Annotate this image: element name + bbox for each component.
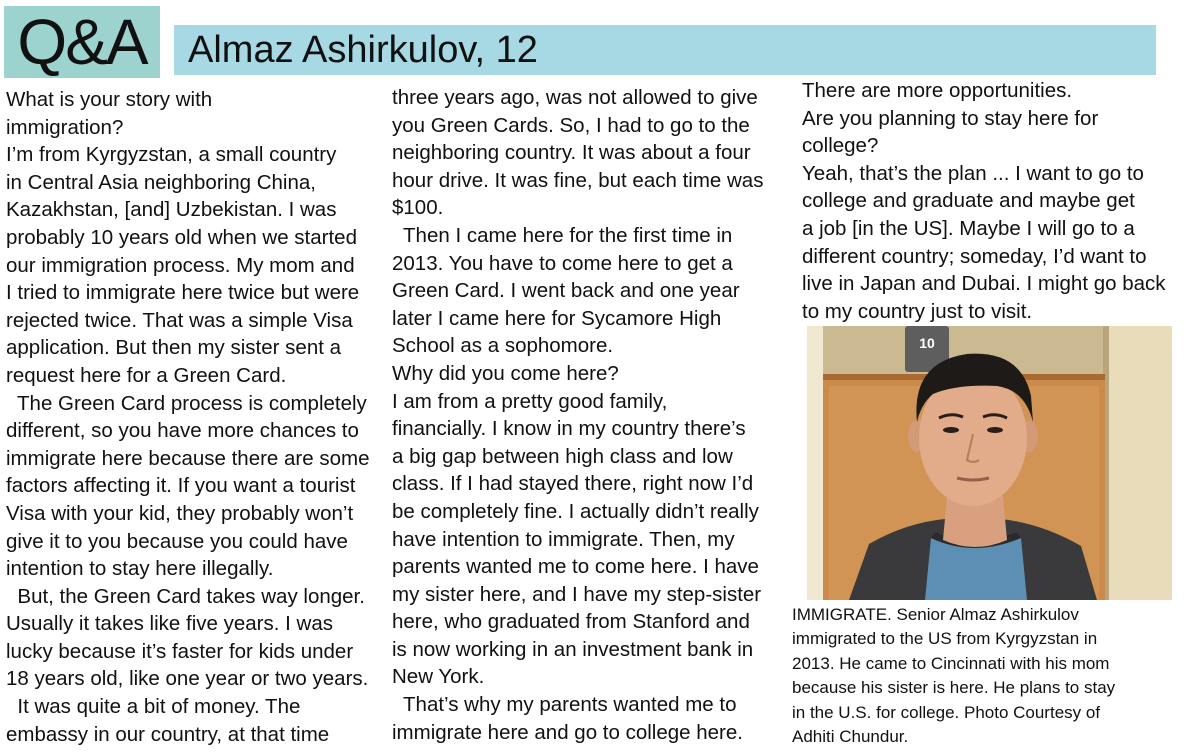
article-text-line: be completely fine. I actually didn’t really xyxy=(392,499,759,523)
caption-line: Adhiti Chundur. xyxy=(792,727,909,747)
article-text-line: I tried to immigrate here twice but were xyxy=(6,281,360,305)
article-text-line: different country; someday, I’d want to xyxy=(802,244,1147,268)
article-text-line: live in Japan and Dubai. I might go back xyxy=(802,272,1166,296)
article-text-line: Usually it takes like five years. I was xyxy=(6,612,333,636)
article-text-line: financially. I know in my country there’s xyxy=(392,417,746,441)
article-text-line: class. If I had stayed there, right now I’d xyxy=(392,472,754,496)
caption-line: in the U.S. for college. Photo Courtesy of xyxy=(792,702,1101,722)
article-text-line: Visa with your kid, they probably won’t xyxy=(6,501,354,525)
caption-line: IMMIGRATE. Senior Almaz Ashirkulov xyxy=(792,605,1079,624)
article-text-line: immigration? xyxy=(6,115,124,139)
article-text-line: hour drive. It was fine, but each time was xyxy=(392,168,764,192)
article-text-line: give it to you because you could have xyxy=(6,529,348,553)
article-text-line: Kazakhstan, [and] Uzbekistan. I was xyxy=(6,198,337,222)
article-text-line: New York. xyxy=(392,665,485,689)
article-text-line: Green Card. I went back and one year xyxy=(392,279,740,303)
article-column-2 xyxy=(392,84,782,746)
article-text-line: here, who graduated from Stanford and xyxy=(392,610,750,634)
article-text-line: Are you planning to stay here for xyxy=(802,106,1099,130)
article-text-line: a big gap between high class and low xyxy=(392,444,733,468)
article-text-line: 2013. You have to come here to get a xyxy=(392,251,733,275)
article-text-line: request here for a Green Card. xyxy=(6,363,287,387)
article-text-line: college and graduate and maybe get xyxy=(802,189,1135,213)
article-text-line: Why did you come here? xyxy=(392,361,619,385)
photo-caption xyxy=(792,603,1192,749)
article-text-line: I am from a pretty good family, xyxy=(392,389,668,413)
article-text-line: different, so you have more chances to xyxy=(6,419,359,443)
caption-line: 2013. He came to Cincinnati with his mom xyxy=(792,653,1110,673)
article-text-line: parents wanted me to come here. I have xyxy=(392,555,759,579)
article-text-line: probably 10 years old when we started xyxy=(6,225,357,249)
article-text-line: But, the Green Card takes way longer. xyxy=(6,584,365,608)
section-label: Q&A xyxy=(17,6,147,78)
portrait-photo xyxy=(807,326,1172,600)
article-text-line: 18 years old, like one year or two years. xyxy=(6,667,369,691)
article-text-line: There are more opportunities. xyxy=(802,79,1073,102)
article-text-line: college? xyxy=(802,134,879,158)
interviewee-name: Almaz Ashirkulov, 12 xyxy=(188,28,538,71)
article-text-line: What is your story with xyxy=(6,88,213,111)
article-text-line: later I came here for Sycamore High xyxy=(392,306,722,330)
article-text-line: neighboring country. It was about a four xyxy=(392,141,751,165)
room-sign-number: 10 xyxy=(919,335,935,351)
article-text-line: $100. xyxy=(392,196,444,220)
article-text-line: to my country just to visit. xyxy=(802,299,1033,323)
article-text-line: lucky because it’s faster for kids under xyxy=(6,639,354,663)
article-text-line: you Green Cards. So, I had to go to the xyxy=(392,113,750,137)
article-text-line: in Central Asia neighboring China, xyxy=(6,170,316,194)
article-text-line: application. But then my sister sent a xyxy=(6,336,342,360)
article-text-line: The Green Card process is completely xyxy=(6,391,367,415)
article-text-line: factors affecting it. If you want a tourist xyxy=(6,474,356,498)
article-column-3 xyxy=(802,77,1182,325)
article-text-line: a job [in the US]. Maybe I will go to a xyxy=(802,216,1135,240)
article-text-line: rejected twice. That was a simple Visa xyxy=(6,308,353,332)
article-text-line: three years ago, was not allowed to give xyxy=(392,86,758,109)
article-text-line: That’s why my parents wanted me to xyxy=(392,693,737,717)
article-text-line: my sister here, and I have my step-sister xyxy=(392,582,762,606)
article-column-1 xyxy=(6,86,381,748)
article-text-line: immigrate here because there are some xyxy=(6,446,370,470)
article-text-line: immigrate here and go to college here. xyxy=(392,720,743,744)
article-text-line: is now working in an investment bank in xyxy=(392,637,754,661)
caption-line: because his sister is here. He plans to stay xyxy=(792,678,1116,698)
caption-line: immigrated to the US from Kyrgyzstan in xyxy=(792,629,1098,649)
article-text-line: Then I came here for the first time in xyxy=(392,223,733,247)
article-text-line: It was quite a bit of money. The xyxy=(6,695,301,719)
article-text-line: embassy in our country, at that time xyxy=(6,722,330,746)
article-text-line: I’m from Kyrgyzstan, a small country xyxy=(6,143,337,167)
portrait-photo-graphic xyxy=(807,326,1172,600)
article-text-line: Yeah, that’s the plan ... I want to go to xyxy=(802,161,1144,185)
article-text-line: our immigration process. My mom and xyxy=(6,253,355,277)
article-text-line: School as a sophomore. xyxy=(392,334,614,358)
article-text-line: intention to stay here illegally. xyxy=(6,557,274,581)
name-banner xyxy=(174,25,1156,75)
section-label-box xyxy=(4,6,160,78)
article-text-line: have intention to immigrate. Then, my xyxy=(392,527,735,551)
